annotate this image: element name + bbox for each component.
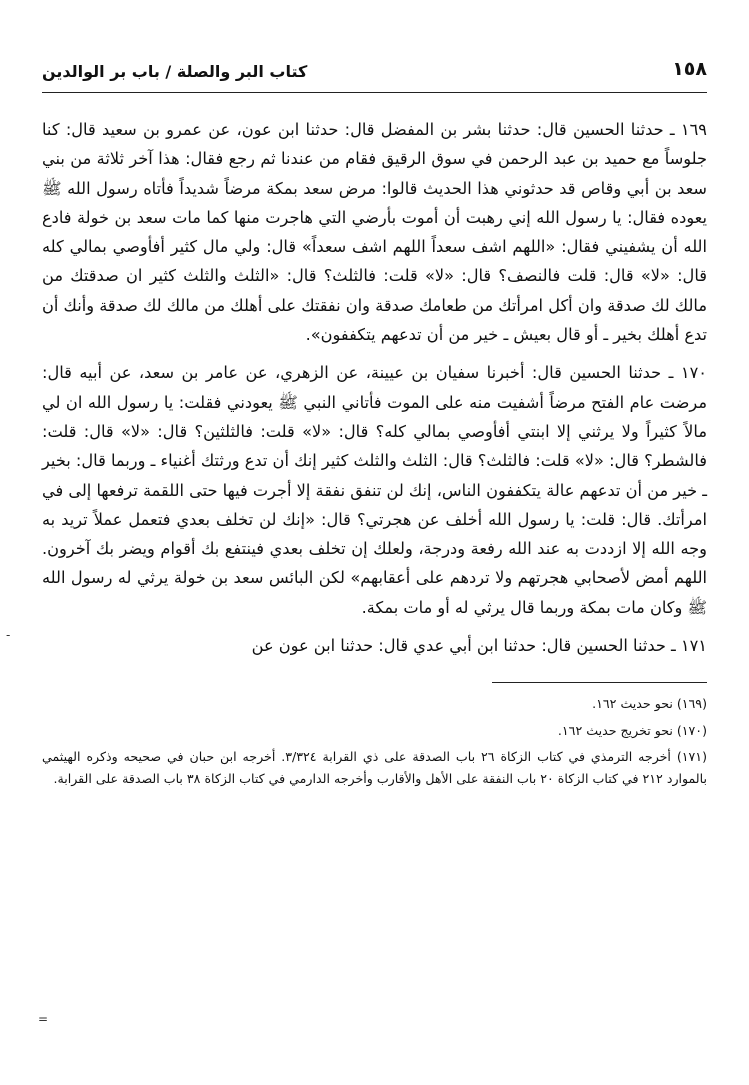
- footnote-169: (١٦٩) نحو حديث ١٦٢.: [592, 696, 707, 712]
- footnote-separator: [492, 682, 707, 683]
- book-page: [42, 52, 707, 1055]
- margin-equals-mark: =: [38, 1012, 49, 1026]
- hadith-169: ١٦٩ ـ حدثنا الحسين قال: حدثنا بشر بن المفضل قال: حدثنا ابن عون، عن عمرو بن سعيد قال: كنا جلوساً مع حميد بن عبد الرحمن في سوق الرقيق فقام من عندنا ثم رجع فقال: هذا آخر ثلاثة من بني سعد بن أبي وقاص قد حدثوني هذا الحديث قالوا: مرض سعد بمكة مرضاً شديداً فأتاه رسول الله ﷺ يعوده فقال: يا رسول الله إني رهبت أن أموت بأرضي التي هاجرت منها كما مات سعد بن خولة فادع الله أن يشفيني فقال: «اللهم اشف سعداً اللهم اشف سعداً» قال: ولي مال كثير أفأوصي بمالي كله قال: «لا» قال: قلت فالنصف؟ قال: «لا» قلت: فالثلث؟ قال: «الثلث والثلث كثير ان صدقتك من مالك لك صدقة وان أكل امرأتك من طعامك صدقة وان نفقتك على أهلك من مالك لك صدقة وأنك أن تدع أهلك بخير ـ أو قال بعيش ـ خير من أن تدعهم يتكففون».: [42, 120, 707, 345]
- footnotes: [42, 693, 707, 789]
- footnote-171: (١٧١) أخرجه الترمذي في كتاب الزكاة ٢٦ باب الصدقة على ذي القرابة ٣/٣٢٤. أخرجه ابن حبان في صحيحه وذكره الهيثمي بالموارد ٢١٢ في كتاب الزكاة ٢٠ باب النفقة على الأهل والأقارب وأخرجه الدارمي في كتاب الزكاة ٣٨ باب الصدقة على القرابة.: [42, 749, 707, 786]
- hadith-171: ١٧١ ـ حدثنا الحسين قال: حدثنا ابن أبي عدي قال: حدثنا ابن عون عن: [251, 636, 707, 656]
- margin-tick-mark: -: [6, 628, 11, 642]
- hadith-170: ١٧٠ ـ حدثنا الحسين قال: أخبرنا سفيان بن عيينة، عن الزهري، عن عامر بن سعد، عن أبيه قال: مرضت عام الفتح مرضاً أشفيت منه على الموت فأتاني النبي ﷺ يعودني فقلت: يا رسول الله ان لي مالاً كثيراً ولا يرثني إلا ابنتي أفأوصي بمالي كله؟ قال: «لا» قلت: فالثلثين؟ قال: «لا» قال: قلت: فالشطر؟ قال: «لا» قلت: فالثلث؟ قال: الثلث والثلث كثير إنك أن تدع ورثتك أغنياء ـ وربما قال: بخير ـ خير من أن تدعهم عالة يتكففون الناس، إنك لن تنفق نفقة إلا أجرت فيها حتى اللقمة ترفعها إلى في امرأتك. قال: قلت: يا رسول الله أخلف عن هجرتي؟ قال: «إنك لن تخلف بعدي فتعمل عملاً تريد به وجه الله إلا ازددت به عند الله رفعة ودرجة، ولعلك إن تخلف بعدي فينتفع بك أقوام ويضر بك آخرون. اللهم أمض لأصحابي هجرتهم ولا تردهم على أعقابهم» لكن البائس سعد بن خولة يرثي له رسول الله ﷺ وكان مات بمكة وربما قال يرثي له أو مات بمكة.: [42, 363, 707, 617]
- page-number: ١٥٨: [672, 58, 707, 80]
- main-text: [42, 115, 707, 660]
- page-header: [42, 52, 707, 93]
- footnote-170: (١٧٠) نحو تخريج حديث ١٦٢.: [557, 722, 707, 738]
- running-title: كتاب البر والصلة / باب بر الوالدين: [42, 62, 308, 81]
